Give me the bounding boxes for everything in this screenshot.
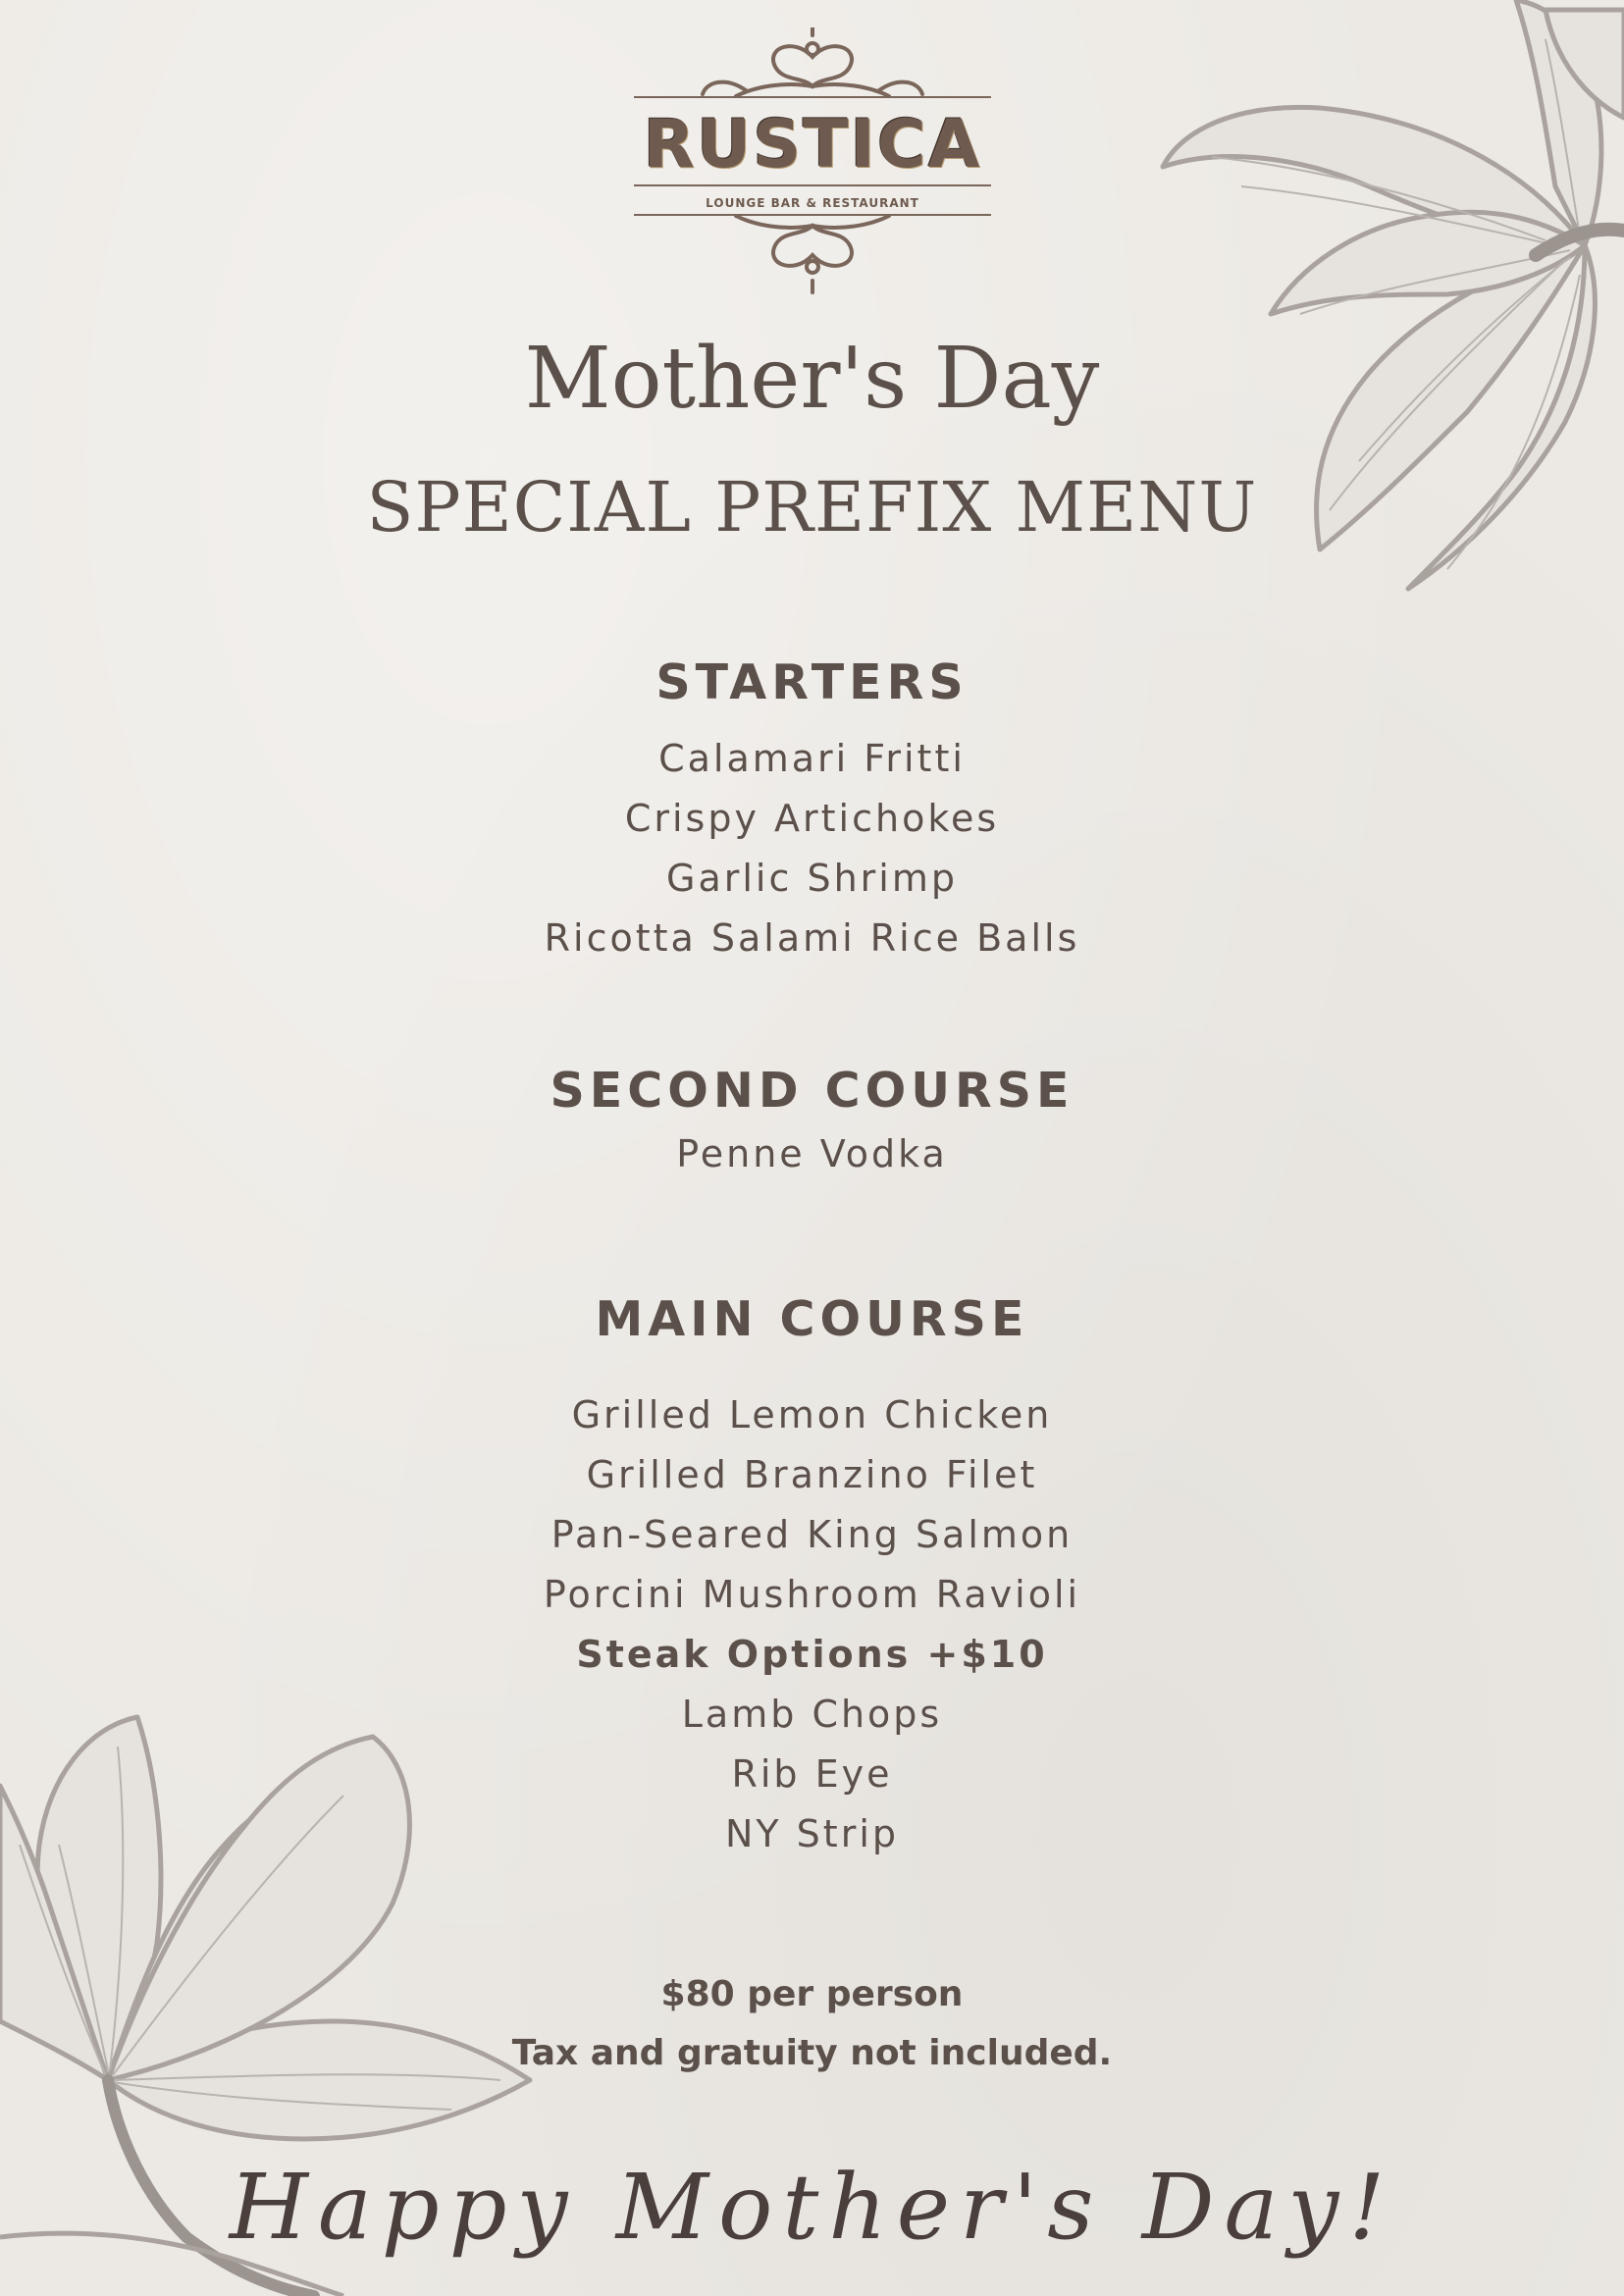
menu-item: Calamari Fritti xyxy=(658,737,966,780)
menu-item: Grilled Branzino Filet xyxy=(586,1453,1038,1496)
second-course-list xyxy=(0,1124,1624,1184)
main-course-list xyxy=(0,1385,1624,1864)
menu-item: Garlic Shrimp xyxy=(666,857,958,900)
logo-name: RUSTICA xyxy=(643,106,982,183)
menu-item: Rib Eye xyxy=(731,1752,893,1796)
menu-item: Porcini Mushroom Ravioli xyxy=(543,1573,1081,1616)
menu-subtitle: SPECIAL PREFIX MENU xyxy=(366,467,1258,548)
section-heading-second-course: SECOND COURSE xyxy=(550,1063,1074,1119)
menu-item: Lamb Chops xyxy=(681,1693,943,1736)
menu-item: Pan-Seared King Salmon xyxy=(550,1513,1074,1556)
tax-gratuity-note: Tax and gratuity not included. xyxy=(511,2033,1113,2073)
menu-item: Grilled Lemon Chicken xyxy=(571,1393,1053,1436)
menu-item: Crispy Artichokes xyxy=(624,797,1000,840)
section-heading-main-course: MAIN COURSE xyxy=(595,1291,1029,1347)
restaurant-logo xyxy=(628,27,997,302)
menu-title: Mother's Day xyxy=(524,330,1100,428)
closing-greeting: Happy Mother's Day! xyxy=(229,2155,1395,2260)
menu-item: Penne Vodka xyxy=(676,1132,948,1175)
menu-item: NY Strip xyxy=(724,1812,900,1855)
price-per-person: $80 per person xyxy=(660,1974,964,2014)
steak-options-heading: Steak Options +$10 xyxy=(576,1633,1048,1676)
menu-item: Ricotta Salami Rice Balls xyxy=(544,916,1080,960)
logo-tagline: LOUNGE BAR & RESTAURANT xyxy=(706,196,919,210)
starters-list xyxy=(0,729,1624,968)
section-heading-starters: STARTERS xyxy=(655,654,969,710)
